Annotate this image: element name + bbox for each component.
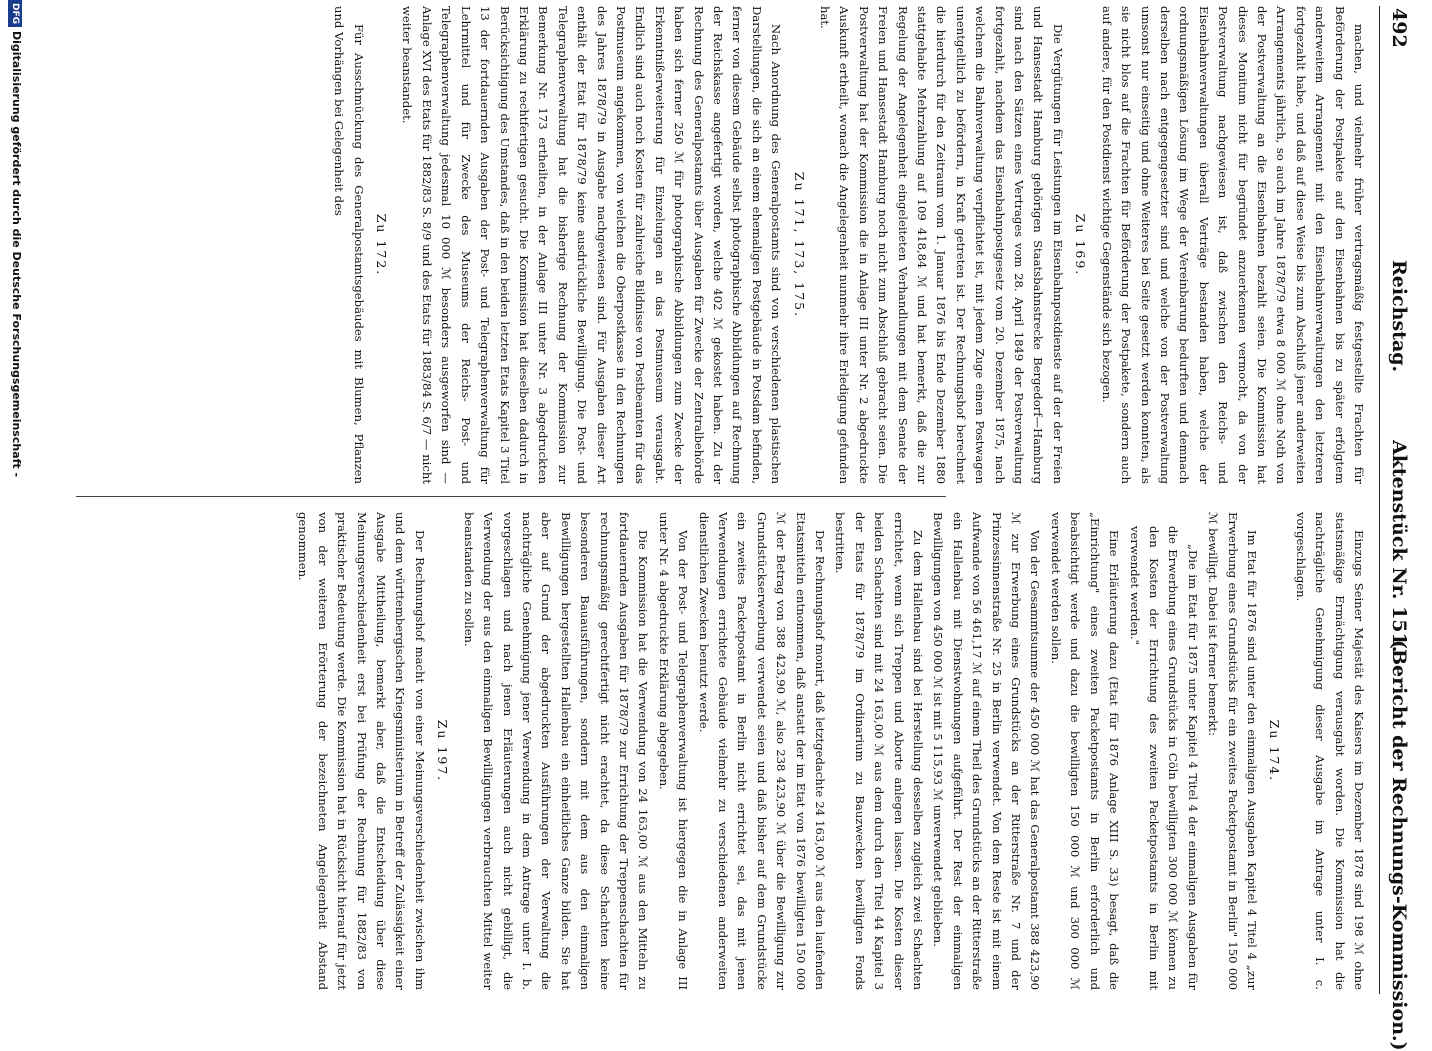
paragraph: Nach Anordnung des Generalpostamts sind von verschiedenen plastischen Darstellungen, die sich an einem ehemaligen Postgebäude in Potsdam befinden, ferner von diesem Gebäude selbst photographische Abbildungen auf Rechnung der Reichskasse angefertigt worden, welche 402 ℳ gekostet haben. Zu der Rechnung des Generalpostamts über Ausgaben für Zwecke der Zentralbehörde haben sich ferner 250 ℳ für photographische Abbildungen zum Zwecke der Erkenntnißerweiterung für Einzelungen an das Postmuseum verausgabt. Endlich sind auch noch Kosten für zahlreiche Bildnisse von Postbeamten für das Postmuseum angekommen, von welchen die Oberpostkasse in den Rechnungen des Jahres 1878/79 in Ausgabe nachgewiesen sind. Für Ausgaben dieser Art enthält der Etat für 1878/79 keine ausdrückliche Bewilligung. Die Post- und Telegraphenverwaltung hat die bisherige Rechnung der Kommission zur Bemerkung Nr. 173 ertheilten, in der Anlage III unter Nr. 3 abgedruckten Erklärung zu rechtfertigen gesucht. Die Kommission hat dieselben dadurch in Berücksichtigung des Umstandes, daß in den beiden letzten Etats Kapitel 3 Titel 13 der fortdauernden Ausgaben der Post- und Telegraphenverwaltung für Lehrmittel und für Zwecke des Museums der Reichs- Post- und Telegraphenverwaltung jedesmal 10 000 ℳ besonders ausgeworfen sind — Anlage XVI des Etats für 1882/83 S. 8/9 und des Etats für 1883/84 S. 6/7 — nicht weiter beanstandet. <box>400 6 784 484</box>
digitization-credit <box>3 0 23 1000</box>
quotation: „Die im Etat für 1875 unter Kapitel 4 Titel 4 der einmaligen Ausgaben für die Erwerbung eines Grundstücks in Cöln bewilligten 300 000 ℳ können zu den Kosten der Errichtung des zweiten Packetpostamts in Berlin mit verwendet werden." <box>1127 526 1200 990</box>
paragraph: Einzugs Seiner Majestät des Kaisers im Dezember 1878 sind 198 ℳ ohne statsmäßige Ermächtigung verausgabt worden. Die Kommission hat die nachträgliche Genehmigung dieser Ausgabe im Antrage unter I. c. vorgeschlagen. <box>1293 512 1366 990</box>
section-heading: Zu 172. <box>374 213 390 277</box>
left-column <box>78 6 1368 484</box>
paragraph: Der Rechnungshof monirt, daß letztgedachte 24 163,00 ℳ aus den laufenden Etatsmitteln entnommen, daß anstatt der im Etat von 1876 bewilligten 150 000 ℳ der Betrag von 388 423,90 ℳ, also 238 423,90 ℳ über die Bewilligung zur Grundstückserwerbung verwendet seien und daß bisher auf dem Grundstücke ein zweites Packetpostamt in Berlin nicht errichtet sei, das mit jenen Verwendungen errichtete Gebäude vielmehr zu verschiedenen anderweiten dienstlichen Zwecken benutzt werde. <box>696 512 828 990</box>
paragraph: Eine Erläuterung dazu (Etat für 1876 Anlage XIII S. 33) besagt, daß die „Einrichtung" eines zweiten Packetpostamts in Berlin erforderlich und beabsichtigt werde und dazu die bewilligten 150 000 ℳ und 300 000 ℳ verwendet werden sollen. <box>1048 512 1122 990</box>
page-header <box>1380 0 1410 1051</box>
paragraph: Von der Gesammtsumme der 450 000 ℳ hat das Generalpostamt 388 423,90 ℳ zur Erwerbung eines Grundstücks an der Ritterstraße Nr. 7 und der Prinzessinnenstraße Nr. 25 in Berlin verwendet. Von dem Reste ist mit einem Aufwande von 56 461,17 ℳ auf einem Theil des Grundstücks an der Ritterstraße ein Hallenbau mit Dienstwohnungen aufgeführt. Der Rest der einmaligen Bewilligungen von 450 000 ℳ ist mit 5 115,93 ℳ unverwendet geblieben. <box>931 512 1043 990</box>
paragraph: Im Etat für 1876 sind unter den einmaligen Ausgaben Kapitel 4 Titel 4 „zur Erwerbung eines Grundstücks für ein zweites Packetpostamt in Berlin" 150 000 ℳ bewilligt. Dabei ist ferner bemerkt: <box>1206 512 1259 990</box>
paragraph: Die Kommission hat die Verwendung von 24 163,00 ℳ aus den Mitteln zu fortdauernden Ausgaben für 1878/79 zur Errichtung der Treppenschachten für rechnungsmäßig gerechtfertigt nicht erachtet, da diese Schachten keine besonderen Bauausführungen, sondern mit dem aus den einmaligen Bewilligungen hergestellten Hallenbau ein einheitliches Ganze bilden. Sie hat aber auf Grund der abgedruckten Ausführungen der Verwaltung die nachträgliche Genehmigung jener Verwendung in dem Antrage unter I. b. vorgeschlagen und nach jenen Erläuterungen auch nicht gebilligt, die Verwendung der aus den einmaligen Bewilligungen verbrauchten Mittel weiter beanstanden zu sollen. <box>461 512 651 990</box>
header-rule <box>1379 6 1380 994</box>
dfg-logo-icon: DFG <box>8 0 22 27</box>
paragraph: machen, und vielmehr früher vertragsmäßig festgestellte Frachten für Beförderung der Postpakete auf den Eisenbahnen bis zu später erfolgtem anderweitem Arrangement mit den Eisenbahnverwaltungen den letzteren fortgezahlt habe, und daß auf diese Weise bis zum Abschluß jener anderweiten Arrangements jährlich, so auch im Jahre 1878/79 etwa 8 000 ℳ ohne Noth von der Postverwaltung an die Eisenbahnen bezahlt seien. Die Kommission hat dieses Monitum nicht für begründet anzuerkennen vermocht, da von der Postverwaltung nachgewiesen ist, daß zwischen den Reichs- und Eisenbahnverwaltungen überall Verträge bestanden haben, welche der ordnungsmäßigen Lösung im Wege der Vereinbarung bedurften und demnach derselben nach entgegengesetzter sind und welche von der Postverwaltung umsonst nur einseitig und ohne Weiteres bei Seite gesetzt werden konnten, als sie nicht blos auf die Frachten für Beförderung der Postpakete, sondern auch auf andere, für den Postdienst wichtige Gegenstände sich bezogen. <box>1099 6 1366 484</box>
section-heading: Zu 174. <box>1267 719 1283 783</box>
header-title-right: (Bericht der Rechnungs-Kommission.) <box>1388 640 1410 1051</box>
credit-text: Digitalisierung gefördert durch die Deutsche Forschungsgemeinschaft - <box>10 31 23 478</box>
paragraph: Für Ausschmückung des Generalpostamtsgebäudes mit Blumen, Pflanzen und Vorhängen bei Gelegenheit des <box>332 6 366 484</box>
paragraph: Von der Post- und Telegraphenverwaltung ist hiergegen die in Anlage III unter Nr. 4 abgedruckte Erklärung abgegeben. <box>656 512 691 990</box>
paragraph: Der Rechnungshof macht von einer Meinungsverschiedenheit zwischen ihm und dem württembergischen Kriegsministerium in Betreff der Zulässigkeit einer Ausgabe Mittheilung, bemerkt aber, daß die Entscheidung über diese Meinungsverschiedenheit erst bei Prüfung der Rechnung für 1882/83 von praktischer Bedeutung werde. Die Kommission hat in Rücksicht hierauf für jetzt von der weiteren Erörterung der bezeichneten Angelegenheit Abstand genommen. <box>296 512 427 990</box>
section-heading: Zu 169. <box>1073 213 1089 277</box>
right-column <box>78 512 1368 990</box>
header-title-left: Reichstag. <box>1388 260 1410 373</box>
section-heading: Zu 197. <box>435 719 451 783</box>
document-reference: Aktenstück Nr. 151. <box>1388 440 1410 653</box>
paragraph: Die Vergütungen für Leistungen im Eisenbahnpostdienste auf der der Freien und Hansestadt Hamburg gehörigen Staatsbahnstrecke Bergedorf—Hamburg sind nach den Sätzen eines Vertrages vom 28. April 1849 der Postverwaltung fortgezahlt, nachdem das Eisenbahnpostgesetz vom 20. Dezember 1875, nach welchem die Bahnverwaltung verpflichtet ist, mit jedem Zuge einen Postwagen unentgeltlich zu befördern, in Kraft getreten ist. Der Rechnungshof berechnet die hierdurch für den Zeitraum vom 1. Januar 1876 bis Ende Dezember 1880 stattgehabte Mehrzahlung auf 109 418,84 ℳ und hat bemerkt, daß die zur Regelung der Angelegenheit eingeleiteten Verhandlungen mit dem Senate der Freien und Hansestadt Hamburg noch nicht zum Abschluß gebracht seien. Die Postverwaltung hat der Kommission die in Anlage III unter Nr. 2 abgedruckte Auskunft ertheilt, wonach die Angelegenheit nunmehr ihre Erledigung gefunden hat. <box>818 6 1065 484</box>
section-heading: Zu 171, 173, 175. <box>791 171 807 319</box>
paragraph: Zu dem Hallenbau sind bei Herstellung desselben zugleich zwei Schachten errichtet, wenn sich Treppen und Aborte anlegen lassen. Die Kosten dieser beiden Schachten sind mit 24 163,00 ℳ aus dem durch den Titel 44 Kapitel 3 der Etats für 1878/79 im Ordinarium zu Bauzwecken bewilligten Fonds bestritten. <box>833 512 926 990</box>
column-divider <box>76 496 946 497</box>
page-number: 492 <box>1388 8 1410 48</box>
